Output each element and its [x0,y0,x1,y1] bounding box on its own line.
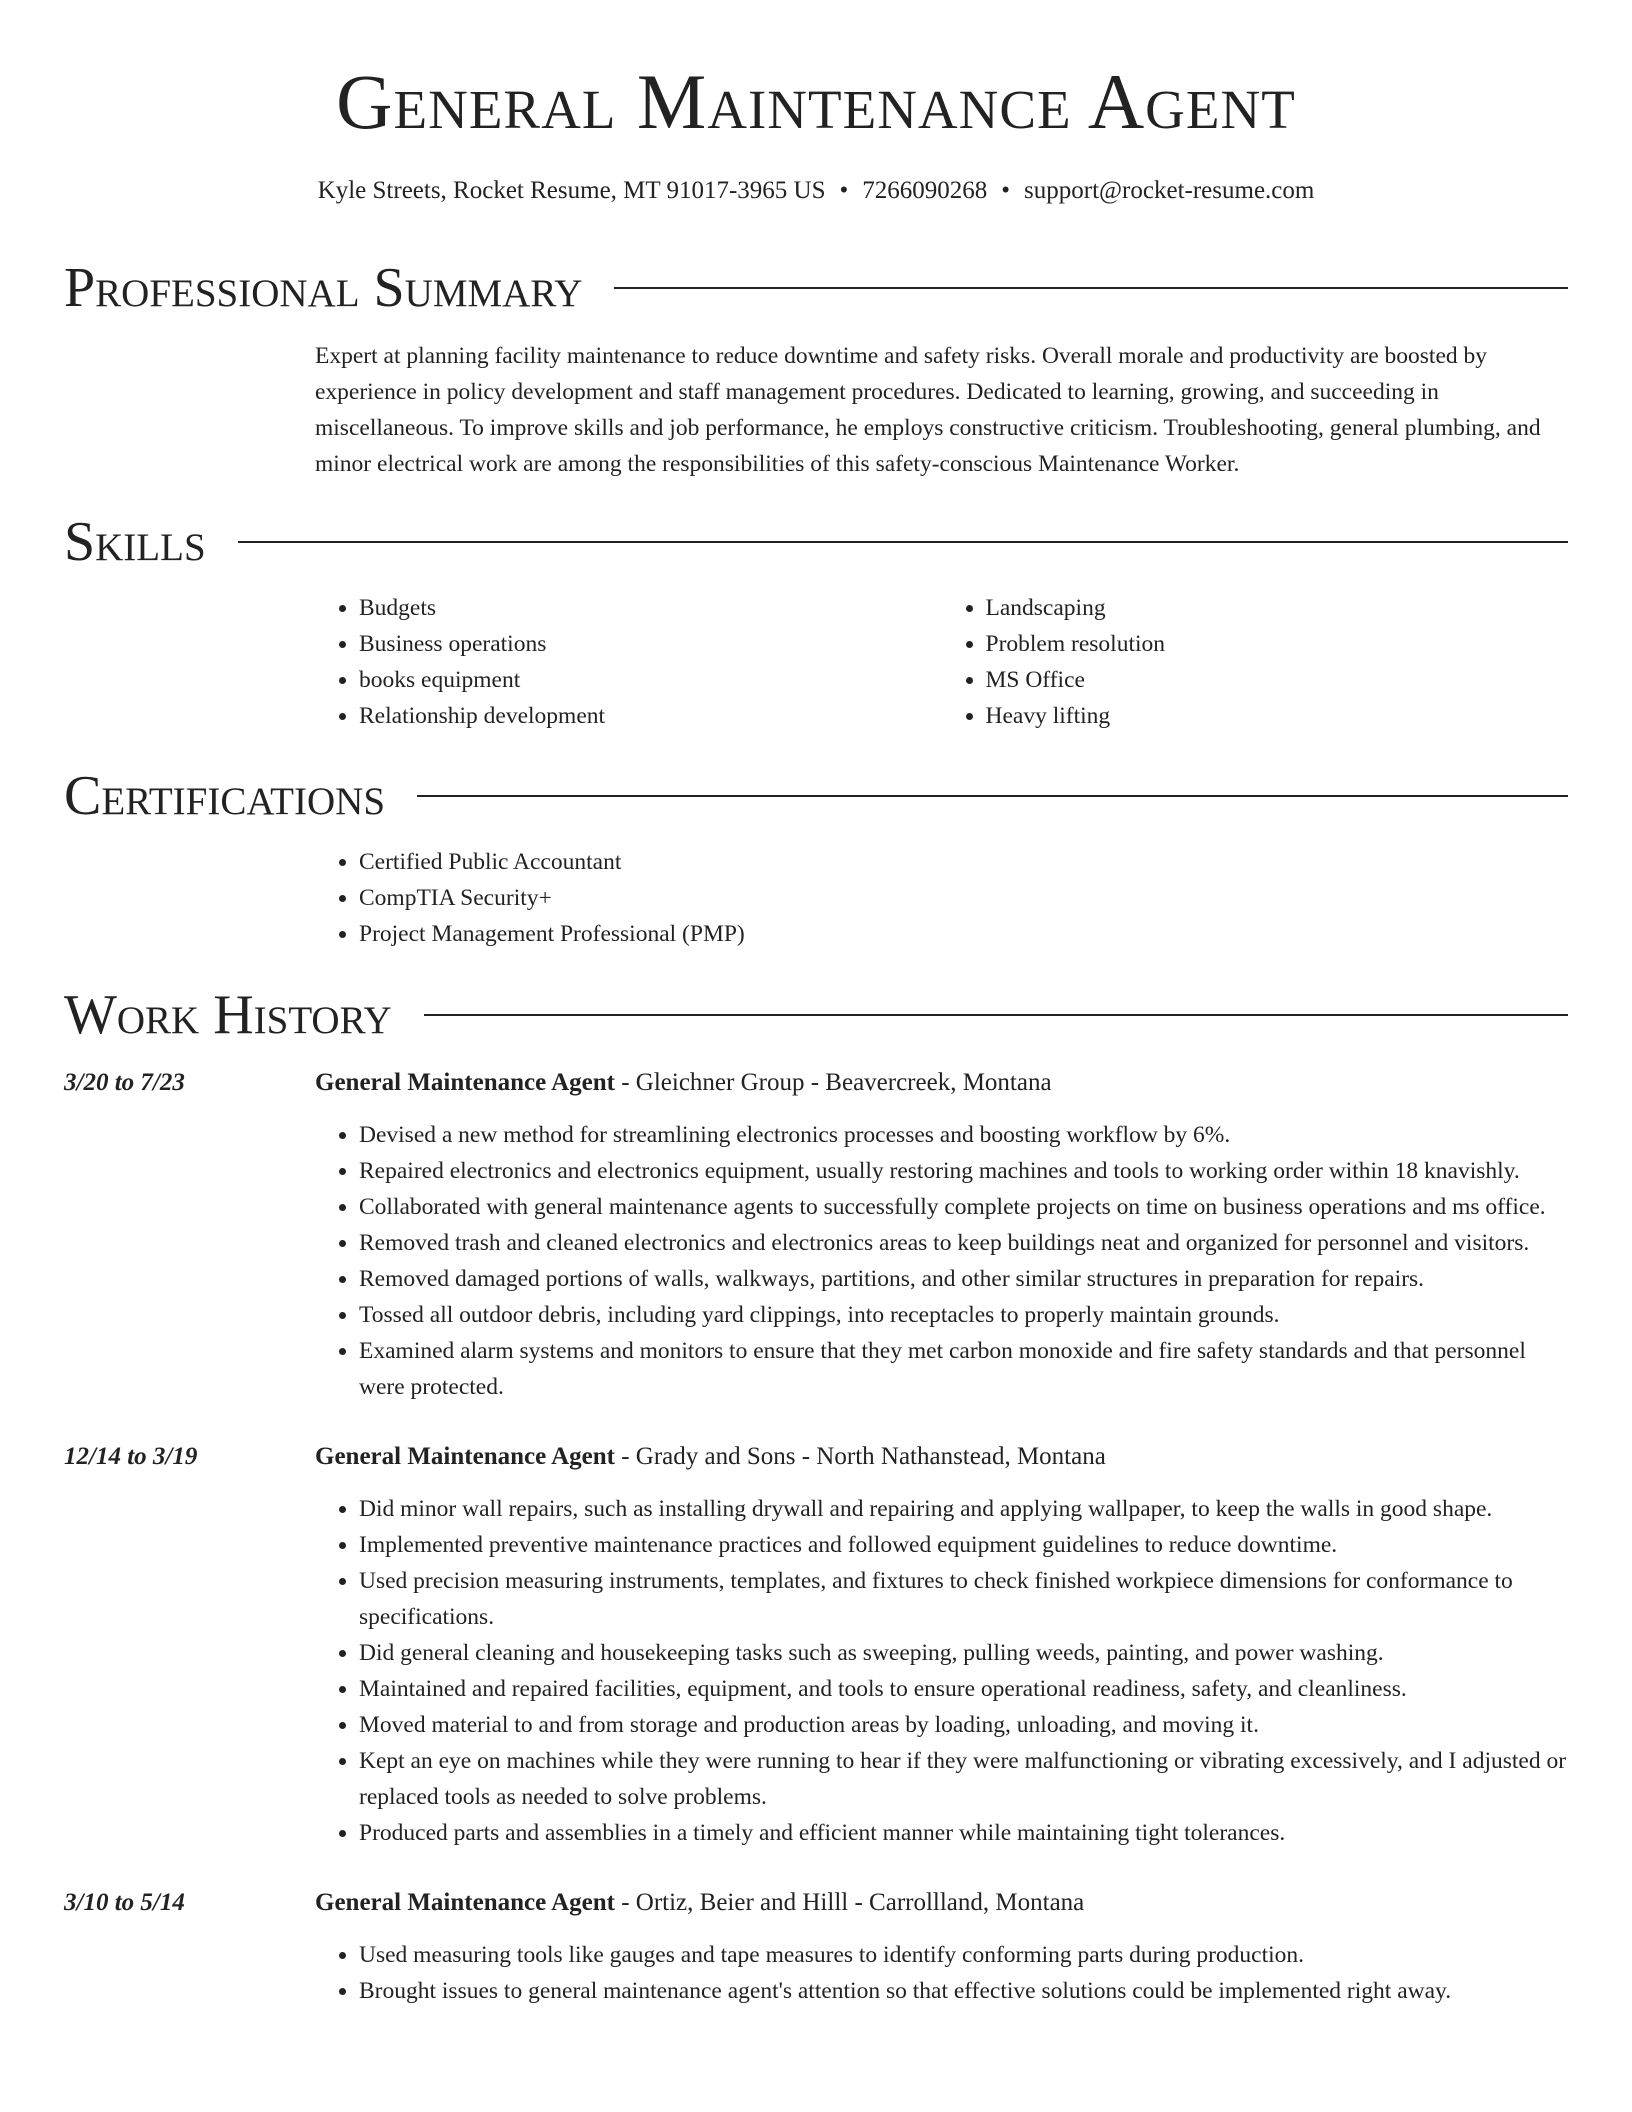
summary-section [64,256,1568,482]
contact-line [0,174,1632,208]
job-title: General Maintenance Agent [315,1069,615,1096]
job-dates: 3/10 to 5/14 [64,1889,185,1916]
job-entry [64,1885,1568,2009]
section-header [64,983,1568,1047]
job-dates: 3/20 to 7/23 [64,1069,185,1096]
job-bullet: • Implemented preventive maintenance practices and followed equipment guidelines to reduce downtime. [359,1527,1568,1563]
skills-list [315,590,1568,734]
job-dates: 12/14 to 3/19 [64,1443,198,1470]
job-bullet: • Examined alarm systems and monitors to ensure that they met carbon monoxide and fire safety standards and that personnel were protected. [359,1333,1568,1405]
job-entry [64,1065,1568,1405]
job-employer: - Ortiz, Beier and Hilll - Carrollland, Montana [614,1889,1085,1916]
contact-email: support@rocket-resume.com [1024,177,1315,204]
contact-phone: 7266090268 [862,177,988,204]
job-title: General Maintenance Agent [315,1889,615,1916]
section-header [64,764,1568,828]
section-header [64,510,1568,574]
job-bullets [315,1117,1568,1405]
certification-item: • Certified Public Accountant [359,844,1568,880]
section-divider [614,287,1568,289]
section-title: Certifications [64,765,386,827]
job-heading [315,1065,1568,1101]
skill-item: • Problem resolution [986,626,1569,662]
job-heading [315,1439,1568,1475]
skill-item: • Relationship development [359,698,942,734]
section-title: Skills [64,511,206,573]
job-heading [315,1885,1568,1921]
job-entry [64,1439,1568,1851]
section-divider [238,541,1568,543]
job-title: General Maintenance Agent [315,1443,615,1470]
job-bullet: • Collaborated with general maintenance agents to successfully complete projects on time on business operations and ms office. [359,1189,1568,1225]
resume-name: General Maintenance Agent [336,58,1296,145]
job-bullet: • Devised a new method for streamlining electronics processes and boosting workflow by 6%. [359,1117,1568,1153]
job-bullet: • Did minor wall repairs, such as installing drywall and repairing and applying wallpaper, to keep the walls in good shape. [359,1491,1568,1527]
section-header [64,256,1568,320]
job-content [315,1885,1568,2009]
job-bullet: • Maintained and repaired facilities, equipment, and tools to ensure operational readiness, safety, and cleanliness. [359,1671,1568,1707]
job-bullet: • Repaired electronics and electronics equipment, usually restoring machines and tools to working order within 18 knavishly. [359,1153,1568,1189]
job-content [315,1065,1568,1405]
job-bullet: • Used precision measuring instruments, templates, and fixtures to check finished workpiece dimensions for conformance to specifications. [359,1563,1568,1635]
job-bullet: • Removed damaged portions of walls, walkways, partitions, and other similar structures in preparation for repairs. [359,1261,1568,1297]
contact-address: Kyle Streets, Rocket Resume, MT 91017-3965 US [317,177,826,204]
job-bullet: • Used measuring tools like gauges and tape measures to identify conforming parts during production. [359,1937,1568,1973]
job-employer: - Grady and Sons - North Nathanstead, Montana [614,1443,1106,1470]
job-bullets [315,1491,1568,1851]
certification-item: • Project Management Professional (PMP) [359,916,1568,952]
job-bullet: • Kept an eye on machines while they were running to hear if they were malfunctioning or vibrating excessively, and I adjusted or replaced tools as needed to solve problems. [359,1743,1568,1815]
section-title: Professional Summary [64,257,583,319]
job-bullet: • Brought issues to general maintenance agent's attention so that effective solutions could be implemented right away. [359,1973,1568,2009]
skills-column-right [942,590,1569,734]
section-title: Work History [64,984,392,1046]
work-history-section [64,983,1568,2009]
section-divider [424,1014,1568,1016]
section-divider [417,795,1568,797]
summary-text: Expert at planning facility maintenance to reduce downtime and safety risks. Overall morale and productivity are boosted by experience in policy development and staff management procedures. Dedicated to learning, growing, and succeeding in miscellaneous. To improve skills and job performance, he employs constructive criticism. Troubleshooting, general plumbing, and minor electrical work are among the responsibilities of this safety-conscious Maintenance Worker. [315,343,1541,477]
job-bullet: • Produced parts and assemblies in a timely and efficient manner while maintaining tight tolerances. [359,1815,1568,1851]
job-content [315,1439,1568,1851]
skill-item: • MS Office [986,662,1569,698]
skills-column-left [315,590,942,734]
job-bullet: • Removed trash and cleaned electronics and electronics areas to keep buildings neat and organized for personnel and visitors. [359,1225,1568,1261]
certifications-list [315,844,1568,952]
certifications-section [64,764,1568,952]
skill-item: • Heavy lifting [986,698,1569,734]
job-employer: - Gleichner Group - Beavercreek, Montana [614,1069,1052,1096]
skill-item: • Business operations [359,626,942,662]
skill-item: • books equipment [359,662,942,698]
summary-body [315,338,1568,482]
certification-item: • CompTIA Security+ [359,880,1568,916]
job-bullet: • Moved material to and from storage and production areas by loading, unloading, and moving it. [359,1707,1568,1743]
job-bullet: • Did general cleaning and housekeeping tasks such as sweeping, pulling weeds, painting, and power washing. [359,1635,1568,1671]
skill-item: • Budgets [359,590,942,626]
contact-separator: • [839,177,849,204]
contact-separator: • [1001,177,1011,204]
job-bullets [315,1937,1568,2009]
skill-item: • Landscaping [986,590,1569,626]
job-bullet: • Tossed all outdoor debris, including yard clippings, into receptacles to properly maintain grounds. [359,1297,1568,1333]
skills-section [64,510,1568,734]
